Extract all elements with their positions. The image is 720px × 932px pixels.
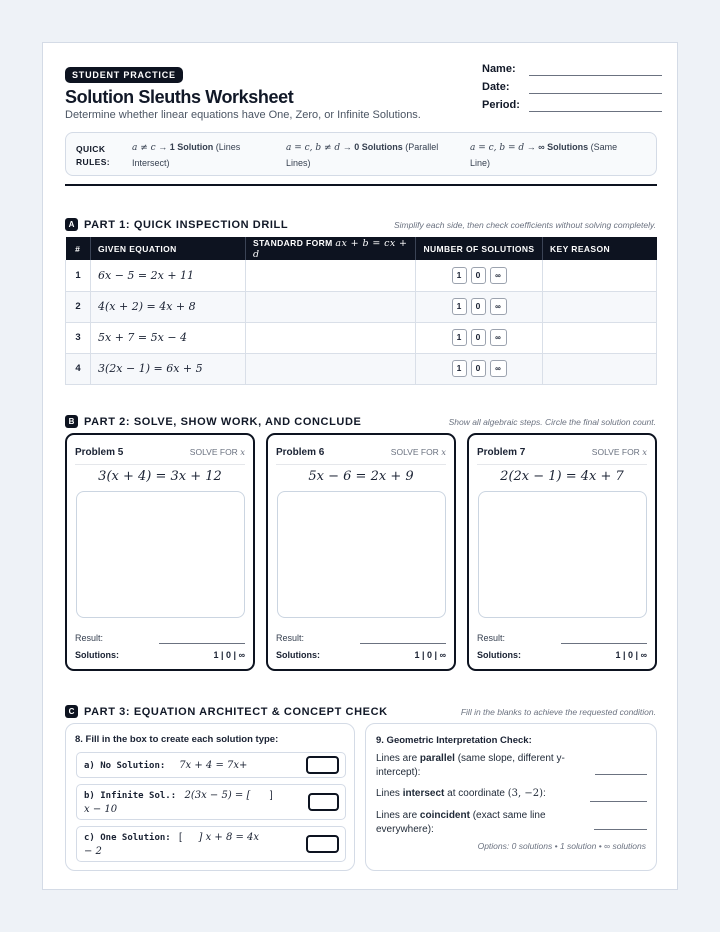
no-solution-answer-box[interactable] (306, 756, 339, 774)
intersect-question: Lines intersect at coordinate (3, −2): (376, 788, 546, 799)
given-equation: 6x − 5 = 2x + 11 (91, 260, 246, 291)
quick-rules-box (65, 132, 657, 176)
solution-options[interactable]: 1 | 0 | ∞ (615, 650, 647, 660)
col-given-equation: GIVEN EQUATION (91, 237, 246, 260)
col-number-of-solutions: NUMBER OF SOLUTIONS (416, 237, 543, 260)
solve-for-label: SOLVE FOR x (591, 447, 647, 458)
part1-badge: A (65, 218, 78, 231)
parallel-answer-line[interactable] (595, 774, 647, 775)
solutions-label: Solutions: (477, 650, 521, 660)
table-row (66, 353, 657, 384)
problem-card (467, 433, 657, 671)
page-title: Solution Sleuths Worksheet (65, 87, 294, 107)
no-solution-row (76, 752, 346, 778)
solution-options[interactable]: 1 | 0 | ∞ (414, 650, 446, 660)
part1-note: Simplify each side, then check coefficients without solving completely. (393, 220, 656, 230)
table-row (66, 322, 657, 353)
choice-zero[interactable]: 0 (471, 298, 486, 315)
one-equation-right: ] x + 8 = 4x (198, 832, 260, 843)
part2-note: Show all algebraic steps. Circle the final solution count. (448, 417, 656, 427)
period-field[interactable] (482, 99, 662, 115)
infinite-equation-cont: x − 10 (84, 804, 118, 815)
row-number: 2 (66, 291, 91, 322)
problem-card (65, 433, 255, 671)
problem-title: Problem 5 (75, 447, 124, 458)
part3-badge: C (65, 705, 78, 718)
choice-one[interactable]: 1 (452, 360, 467, 377)
col-number: # (66, 237, 91, 260)
choice-infinite[interactable]: ∞ (490, 360, 507, 377)
worksheet-page (42, 42, 678, 890)
date-label: Date: (482, 81, 510, 93)
choice-one[interactable]: 1 (452, 329, 467, 346)
standard-form-cell[interactable] (246, 322, 416, 353)
solve-for-label: SOLVE FOR x (390, 447, 446, 458)
q8-heading: 8. Fill in the box to create each solution type: (75, 734, 279, 745)
solutions-label: Solutions: (75, 650, 119, 660)
solution-choice-cell (416, 260, 543, 291)
date-field[interactable] (482, 81, 662, 97)
part2-title: PART 2: SOLVE, SHOW WORK, AND CONCLUDE (84, 416, 362, 428)
result-line[interactable] (360, 643, 446, 644)
choice-zero[interactable]: 0 (471, 329, 486, 346)
solve-for-label: SOLVE FOR x (189, 447, 245, 458)
table-header-row (66, 237, 657, 260)
rule-zero-solutions: a = c, b ≠ d → 0 Solutions (Parallel Lines) (286, 142, 439, 168)
no-solution-equation: 7x + 4 = 7x+ (179, 760, 248, 771)
name-field[interactable] (482, 63, 662, 79)
no-solution-label: a) No Solution: (84, 761, 166, 771)
result-line[interactable] (159, 643, 245, 644)
card-divider (75, 464, 245, 465)
result-line[interactable] (561, 643, 647, 644)
standard-form-cell[interactable] (246, 260, 416, 291)
solutions-label: Solutions: (276, 650, 320, 660)
q9-heading: 9. Geometric Interpretation Check: (376, 735, 532, 746)
period-label: Period: (482, 99, 520, 111)
part3-title: PART 3: EQUATION ARCHITECT & CONCEPT CHECK (84, 706, 388, 718)
col-standard-form: STANDARD FORM ax + b = cx + d (246, 237, 416, 260)
one-equation-bracket: [ (179, 832, 182, 843)
problem-title: Problem 7 (477, 447, 526, 458)
equation-architect-panel (65, 723, 355, 871)
solution-options[interactable]: 1 | 0 | ∞ (213, 650, 245, 660)
given-equation: 4(x + 2) = 4x + 8 (91, 291, 246, 322)
page-subtitle: Determine whether linear equations have One, Zero, or Infinite Solutions. (65, 109, 421, 121)
card-divider (477, 464, 647, 465)
row-number: 1 (66, 260, 91, 291)
one-equation-cont: − 2 (84, 846, 102, 857)
given-equation: 3(2x − 1) = 6x + 5 (91, 353, 246, 384)
key-reason-cell[interactable] (543, 322, 657, 353)
work-area[interactable] (76, 491, 245, 618)
problem-equation: 3(x + 4) = 3x + 12 (98, 469, 222, 484)
inspection-drill-table (65, 237, 657, 385)
header-divider (65, 184, 657, 186)
name-line[interactable] (529, 75, 662, 76)
choice-zero[interactable]: 0 (471, 360, 486, 377)
card-divider (276, 464, 446, 465)
problem-title: Problem 6 (276, 447, 325, 458)
coincident-question: Lines are coincident (exact same line everywhere): (376, 810, 546, 835)
date-line[interactable] (529, 93, 662, 94)
problem-card (266, 433, 456, 671)
solution-choice-cell (416, 322, 543, 353)
name-label: Name: (482, 63, 516, 75)
problem-equation: 2(2x − 1) = 4x + 7 (500, 469, 624, 484)
given-equation: 5x + 7 = 5x − 4 (91, 322, 246, 353)
work-area[interactable] (277, 491, 446, 618)
choice-infinite[interactable]: ∞ (490, 298, 507, 315)
choice-infinite[interactable]: ∞ (490, 329, 507, 346)
table-row (66, 260, 657, 291)
infinite-solution-row (76, 784, 346, 820)
part3-note: Fill in the blanks to achieve the requested condition. (460, 707, 656, 717)
one-solution-row (76, 826, 346, 862)
student-practice-badge: STUDENT PRACTICE (65, 67, 183, 83)
infinite-solution-answer-box[interactable] (308, 793, 339, 811)
rule-one-solution: a ≠ c → 1 Solution (Lines Intersect) (132, 142, 241, 168)
answer-options-hint: Options: 0 solutions • 1 solution • ∞ solutions (477, 841, 646, 851)
col-key-reason: KEY REASON (543, 237, 657, 260)
solution-choice-cell (416, 291, 543, 322)
quick-rules-label: QUICK RULES: (76, 144, 111, 167)
choice-one[interactable]: 1 (452, 267, 467, 284)
key-reason-cell[interactable] (543, 260, 657, 291)
coincident-answer-line[interactable] (594, 829, 647, 830)
problem-equation: 5x − 6 = 2x + 9 (308, 469, 414, 484)
infinite-equation-left: 2(3x − 5) = [ (184, 790, 251, 801)
period-line[interactable] (529, 111, 662, 112)
one-solution-label: c) One Solution: (84, 833, 171, 843)
infinite-solution-label: b) Infinite Sol.: (84, 791, 177, 801)
table-row (66, 291, 657, 322)
key-reason-cell[interactable] (543, 353, 657, 384)
one-solution-answer-box[interactable] (306, 835, 339, 853)
rule-infinite-solutions: a = c, b = d → ∞ Solutions (Same Line) (470, 142, 618, 168)
result-label: Result: (276, 633, 305, 643)
result-label: Result: (477, 633, 506, 643)
standard-form-cell[interactable] (246, 353, 416, 384)
part2-badge: B (65, 415, 78, 428)
choice-zero[interactable]: 0 (471, 267, 486, 284)
intersect-answer-line[interactable] (590, 801, 647, 802)
work-area[interactable] (478, 491, 647, 618)
key-reason-cell[interactable] (543, 291, 657, 322)
result-label: Result: (75, 633, 104, 643)
part1-title: PART 1: QUICK INSPECTION DRILL (84, 219, 289, 231)
choice-one[interactable]: 1 (452, 298, 467, 315)
row-number: 4 (66, 353, 91, 384)
solution-choice-cell (416, 353, 543, 384)
choice-infinite[interactable]: ∞ (490, 267, 507, 284)
row-number: 3 (66, 322, 91, 353)
geometric-check-panel (365, 723, 657, 871)
infinite-equation-bracket: ] (269, 790, 273, 801)
standard-form-cell[interactable] (246, 291, 416, 322)
parallel-question: Lines are parallel (same slope, different y- intercept): (376, 753, 565, 778)
